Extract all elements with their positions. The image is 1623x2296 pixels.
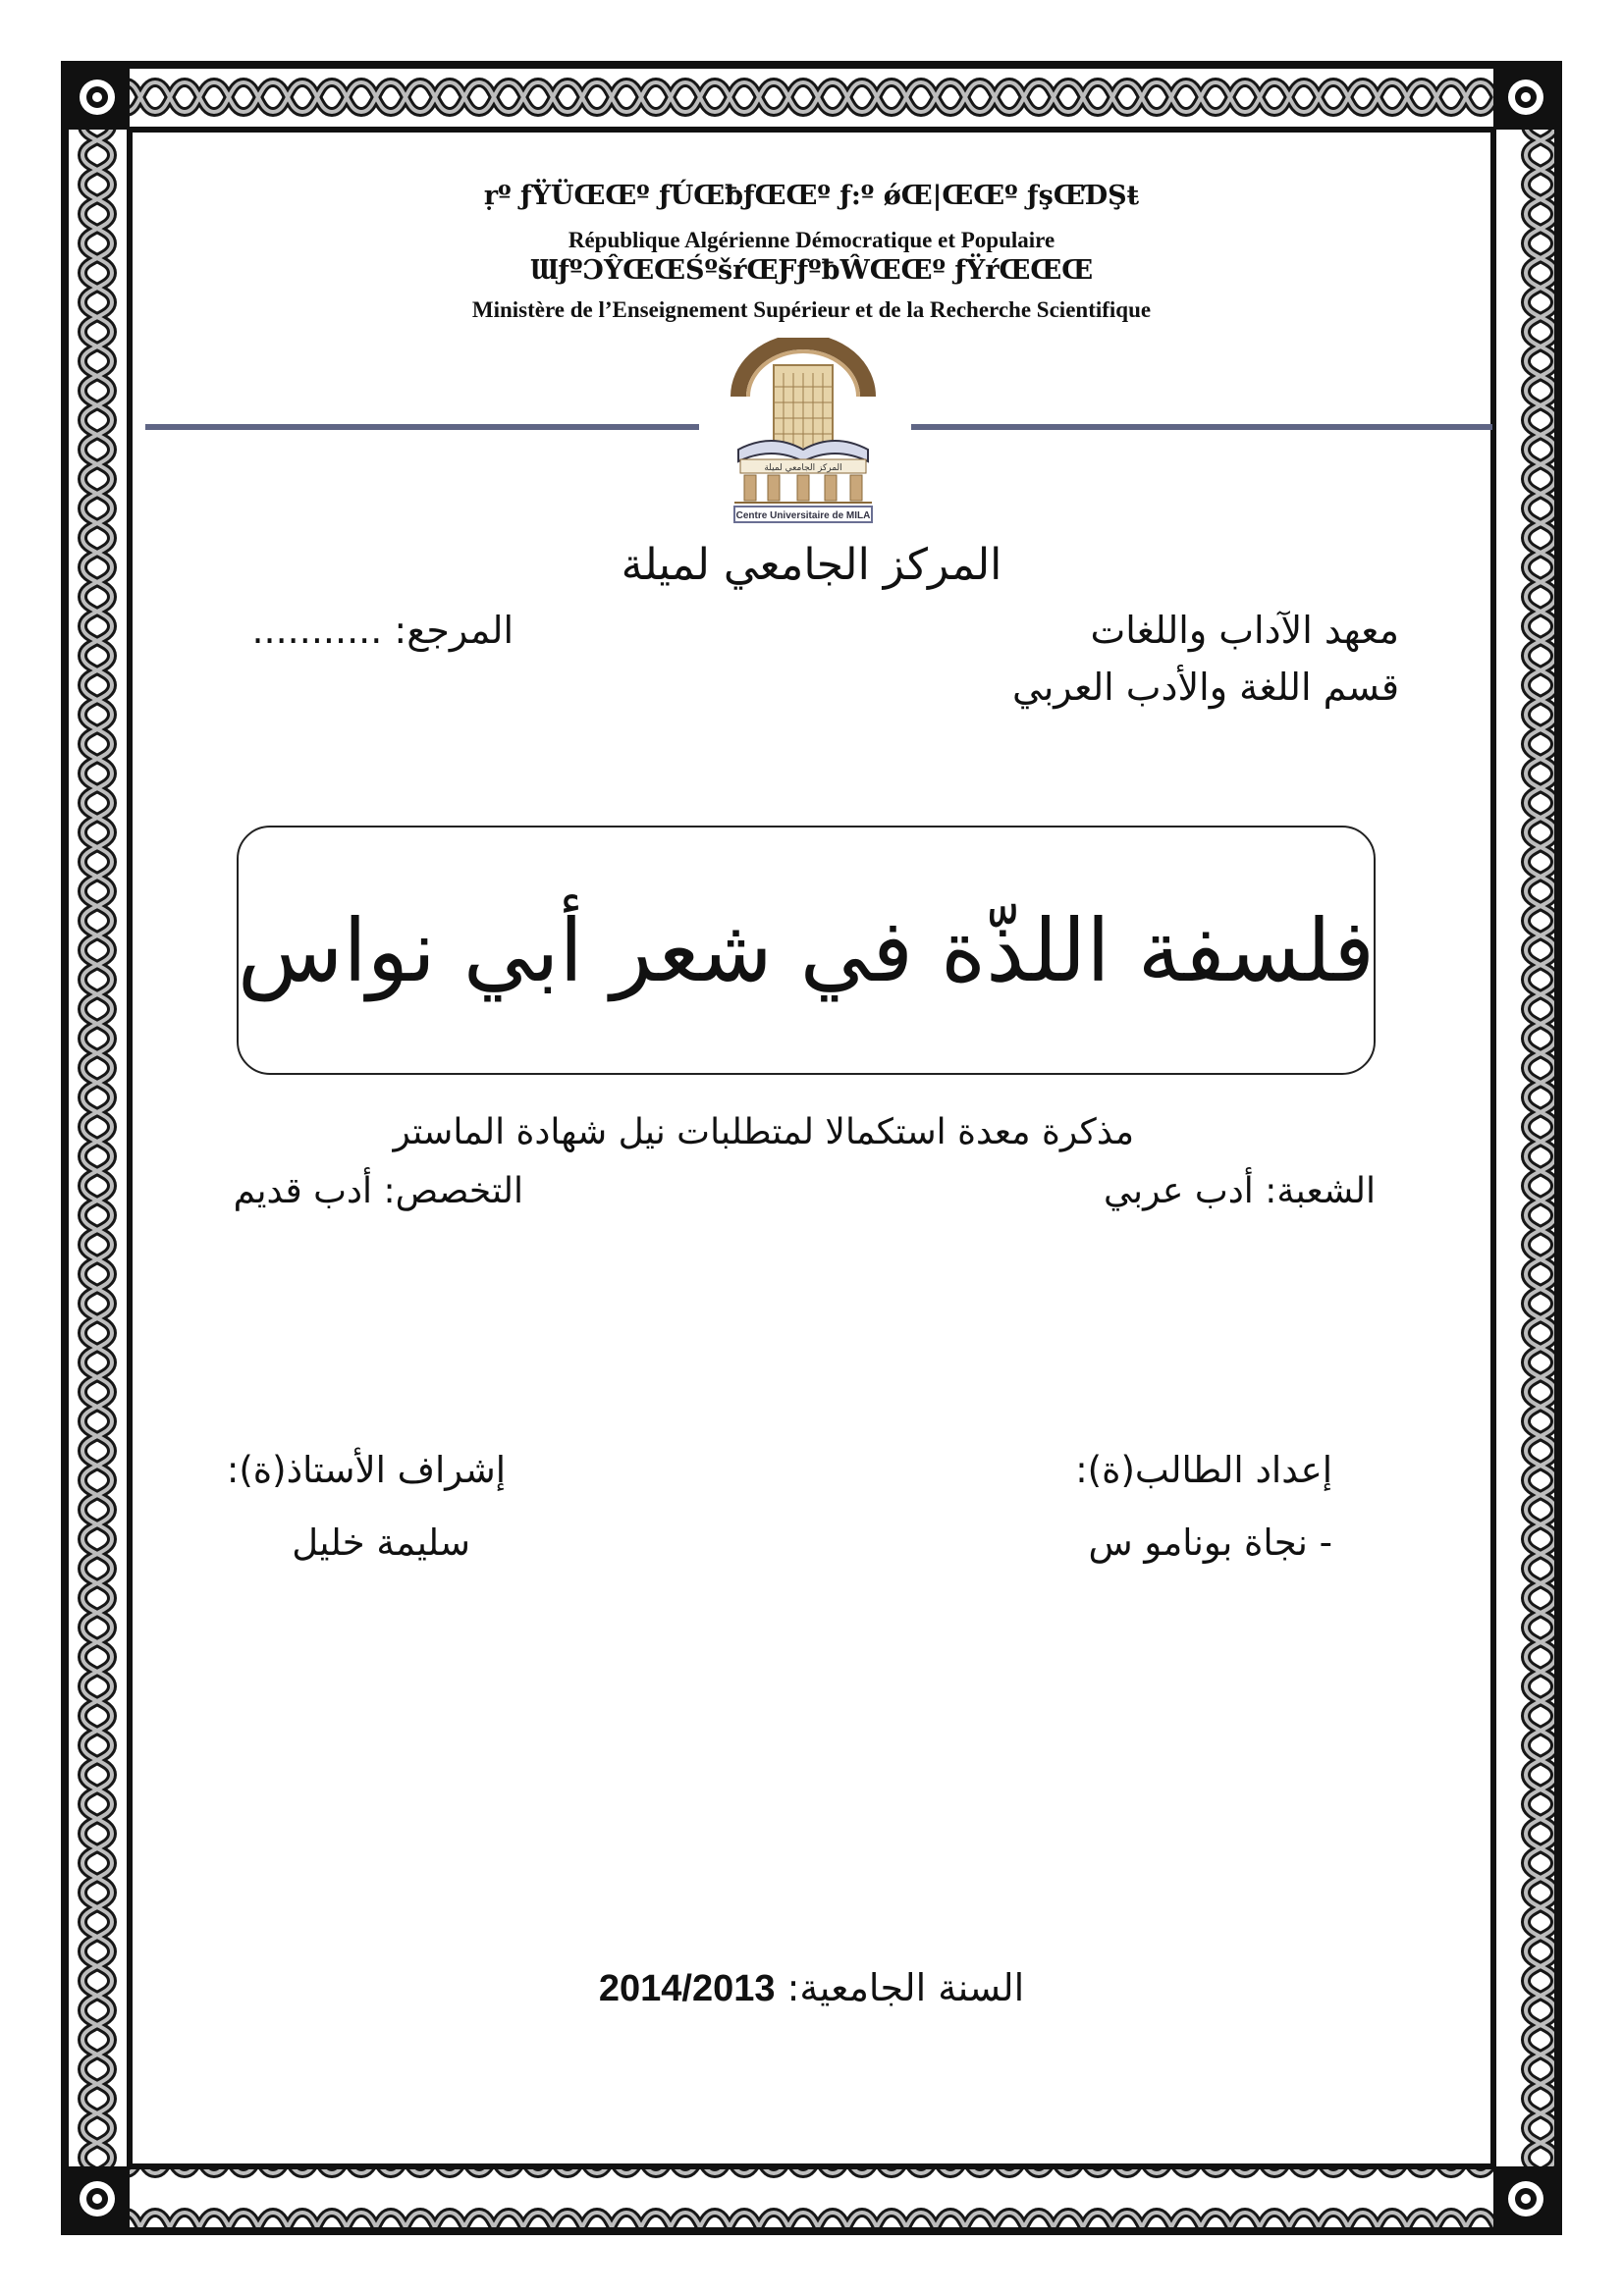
department-name: قسم اللغة والأدب العربي	[1012, 666, 1399, 709]
thesis-title: فلسفة اللذّة في شعر أبي نواس	[237, 899, 1376, 1001]
specialty-field	[234, 1171, 523, 1211]
academic-year	[0, 1966, 1623, 2010]
republic-french-line: République Algérienne Démocratique et Populaire	[568, 228, 1055, 252]
reference-value: ...........	[251, 609, 383, 652]
header-rule-right	[911, 424, 1492, 430]
university-logo	[719, 338, 888, 526]
university-building-icon	[719, 338, 888, 526]
corner-ornament-top-right	[1493, 65, 1558, 130]
svg-text:المركز الجامعي لميلة: المركز الجامعي لميلة	[764, 463, 842, 473]
student-name: - نجاة بونامو س	[1088, 1522, 1332, 1564]
arabic-republic-line: ṛº ƒŸÜŒŒº ƒÚŒƀƒŒŒº ƒ:º ǿŒ|ŒŒº ƒşŒƊŞŧ	[483, 181, 1140, 211]
institute-name: معهد الآداب واللغات	[1090, 609, 1399, 652]
center-name: المركز الجامعي لميلة	[621, 540, 1002, 590]
branch-value: أدب عربي	[1104, 1171, 1254, 1211]
branch-field	[1104, 1171, 1376, 1211]
academic-year-value: 2014/2013	[598, 1968, 776, 2009]
specialty-label: التخصص:	[383, 1171, 523, 1211]
supervisor-name: سليمة خليل	[292, 1522, 470, 1564]
academic-year-label: السنة الجامعية:	[786, 1966, 1025, 2009]
reference-field	[251, 609, 514, 652]
corner-ornament-top-left	[65, 65, 130, 130]
arabic-ministry-line: ƜƒºƆŶŒŒŚºšŕŒƑƒºƀŴŒŒº ƒŸŕŒŒŒ	[529, 255, 1094, 286]
thesis-purpose: مذكرة معدة استكمالا لمتطلبات نيل شهادة الماستر	[393, 1112, 1134, 1152]
reference-label: المرجع:	[394, 609, 514, 652]
corner-ornament-bottom-left	[65, 2166, 130, 2231]
svg-text:Centre Universitaire de MILA: Centre Universitaire de MILA	[735, 510, 871, 521]
branch-label: الشعبة:	[1265, 1171, 1376, 1211]
supervisor-label: إشراف الأستاذ(ة):	[226, 1449, 506, 1491]
ministry-french-line: Ministère de l’Enseignement Supérieur et de la Recherche Scientifique	[471, 297, 1152, 322]
specialty-value: أدب قديم	[233, 1171, 373, 1211]
corner-ornament-bottom-right	[1493, 2166, 1558, 2231]
student-label: إعداد الطالب(ة):	[1075, 1449, 1332, 1491]
header-rule-left	[145, 424, 699, 430]
thesis-title-box	[237, 826, 1376, 1075]
